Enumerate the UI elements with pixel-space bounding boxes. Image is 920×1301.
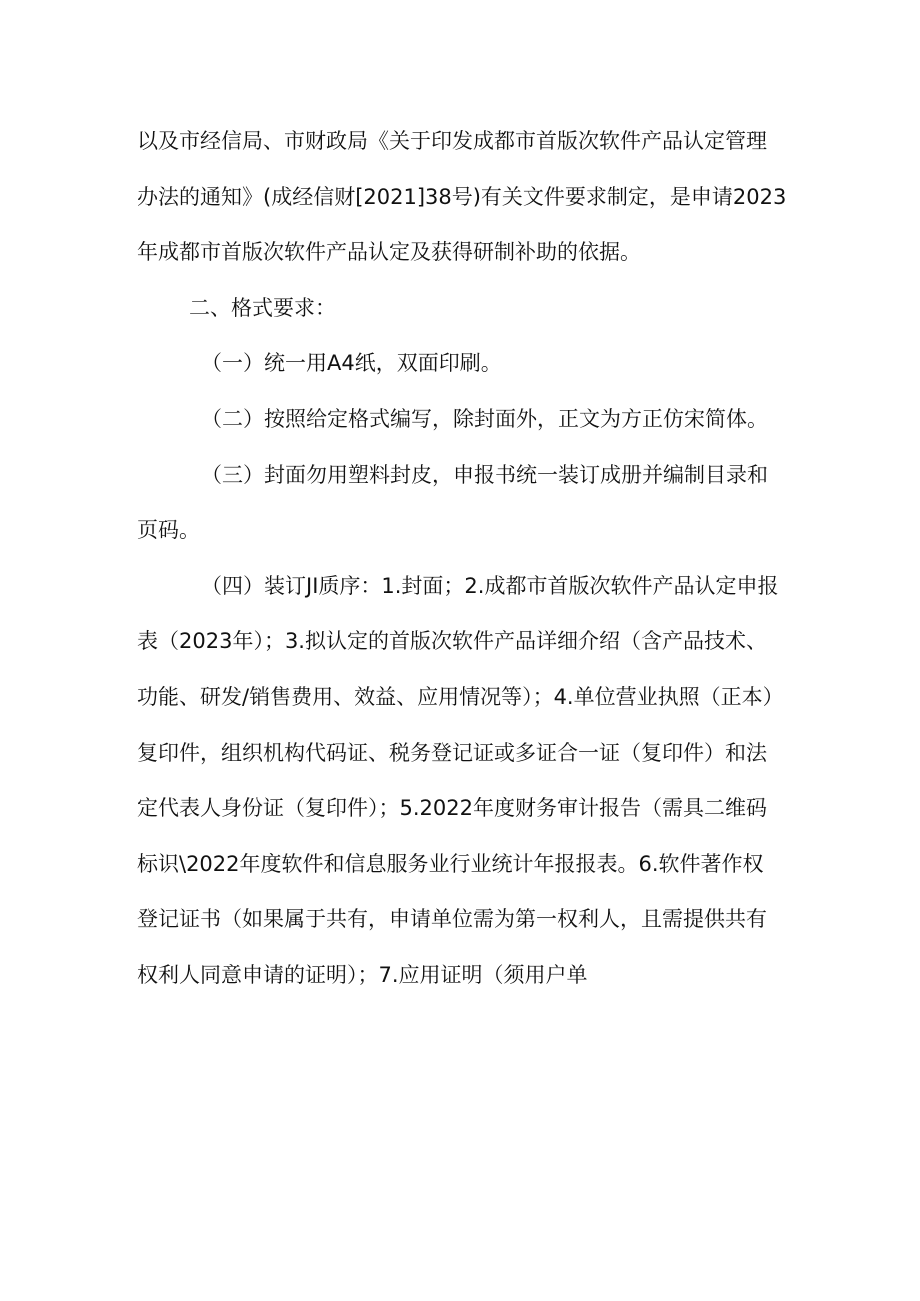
item-4-line-7: 登记证书（如果属于共有，申请单位需为第一权利人，且需提供共有 — [137, 907, 767, 932]
body-line-3: 年成都市首版次软件产品认定及获得研制补助的依据。 — [137, 240, 641, 265]
item-4-line-4: 复印件，组织机构代码证、税务登记证或多证合一证（复印件）和法 — [137, 740, 767, 765]
item-4-line-5: 定代表人身份证（复印件）；5.2022年度财务审计报告（需具二维码 — [137, 796, 767, 821]
item-4-line-8: 权利人同意申请的证明）；7.应用证明（须用户单 — [137, 962, 588, 987]
body-line-2: 办法的通知》(成经信财[2021]38号)有关文件要求制定，是申请2023 — [137, 184, 787, 209]
item-4-line-2: 表（2023年）；3.拟认定的首版次软件产品详细介绍（含产品技术、 — [137, 629, 767, 654]
body-line-1: 以及市经信局、市财政局《关于印发成都市首版次软件产品认定管理 — [137, 129, 767, 153]
section-heading-format: 二、格式要求： — [189, 295, 336, 320]
item-2-line-1: （二）按照给定格式编写，除封面外，正文为方正仿宋简体。 — [201, 406, 768, 431]
item-3-line-1: （三）封面勿用塑料封皮，申报书统一装订成册并编制目录和 — [201, 462, 768, 487]
item-4-line-6: 标识\2022年度软件和信息服务业行业统计年报报表。6.软件著作权 — [137, 851, 764, 876]
item-4-line-3: 功能、研发/销售费用、效益、应用情况等）；4.单位营业执照（正本） — [137, 684, 784, 709]
item-1-line-1: （一）统一用A4纸，双面印刷。 — [201, 351, 502, 376]
document-body — [137, 114, 787, 1004]
item-3-line-2: 页码。 — [137, 518, 200, 543]
item-4-line-1: （四）装订JI质序：1.封面；2.成都市首版次软件产品认定申报 — [201, 573, 779, 598]
